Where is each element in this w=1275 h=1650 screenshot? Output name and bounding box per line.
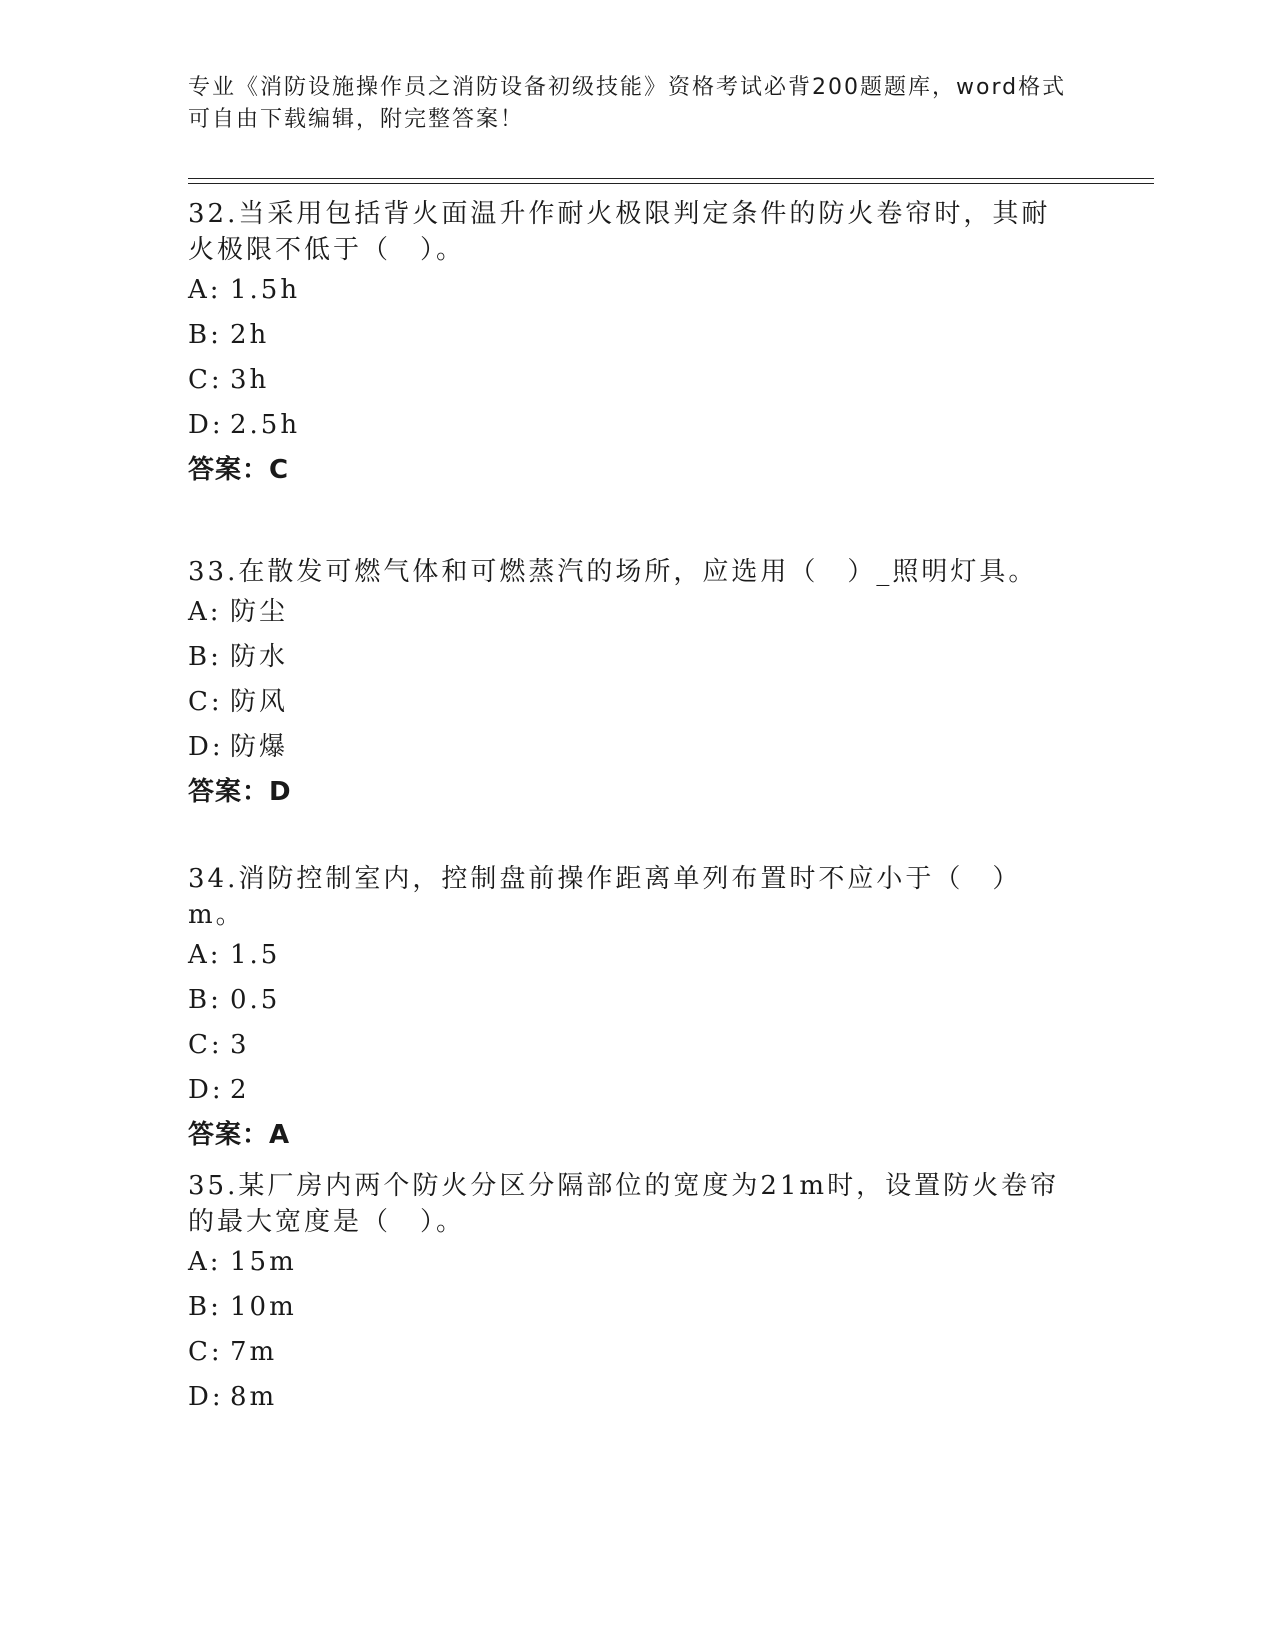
option-value: 1.5 xyxy=(230,940,281,970)
document-header: 专业《消防设施操作员之消防设备初级技能》资格考试必背200题题库，word格式可自由下载编辑，附完整答案！ xyxy=(188,75,1067,132)
question-32 xyxy=(188,192,1068,493)
option-key: B: xyxy=(188,642,222,672)
option-c xyxy=(188,1023,1068,1068)
option-b xyxy=(188,1285,1068,1330)
option-value: 3h xyxy=(230,365,270,395)
answer: 答案：A xyxy=(188,1120,291,1150)
option-a xyxy=(188,933,1068,978)
option-value: 8m xyxy=(230,1382,278,1412)
option-key: D: xyxy=(188,410,224,440)
option-c xyxy=(188,1330,1068,1375)
option-value: 3 xyxy=(230,1030,250,1060)
option-value: 2 xyxy=(230,1075,250,1105)
option-value: 7m xyxy=(230,1337,278,1367)
option-b xyxy=(188,313,1068,358)
option-value: 防水 xyxy=(230,642,289,672)
option-value: 防尘 xyxy=(230,597,289,627)
option-key: D: xyxy=(188,1382,224,1412)
question-33 xyxy=(188,550,1068,815)
question-34 xyxy=(188,857,1068,1158)
header-divider-bottom xyxy=(188,183,1154,184)
option-value: 10m xyxy=(230,1292,297,1322)
header-divider-top xyxy=(188,178,1154,179)
option-key: B: xyxy=(188,985,222,1015)
option-value: 2h xyxy=(230,320,270,350)
option-key: C: xyxy=(188,365,223,395)
option-key: D: xyxy=(188,1075,224,1105)
option-key: A: xyxy=(188,940,222,970)
option-key: B: xyxy=(188,320,222,350)
answer: 答案：C xyxy=(188,455,290,485)
option-value: 0.5 xyxy=(230,985,281,1015)
option-c xyxy=(188,358,1068,403)
question-35 xyxy=(188,1164,1068,1420)
option-value: 2.5h xyxy=(230,410,301,440)
option-key: D: xyxy=(188,732,224,762)
option-value: 15m xyxy=(230,1247,297,1277)
option-a xyxy=(188,590,1068,635)
option-a xyxy=(188,268,1068,313)
question-text: 34.消防控制室内，控制盘前操作距离单列布置时不应小于（ ）m。 xyxy=(188,864,1022,930)
option-d xyxy=(188,1068,1068,1113)
option-value: 防风 xyxy=(230,687,289,717)
option-key: A: xyxy=(188,597,222,627)
option-d xyxy=(188,403,1068,448)
option-b xyxy=(188,635,1068,680)
option-key: C: xyxy=(188,1337,223,1367)
question-text: 32.当采用包括背火面温升作耐火极限判定条件的防火卷帘时，其耐火极限不低于（ ）。 xyxy=(188,199,1051,265)
answer: 答案：D xyxy=(188,777,292,807)
option-d xyxy=(188,725,1068,770)
option-b xyxy=(188,978,1068,1023)
option-key: A: xyxy=(188,275,222,305)
option-d xyxy=(188,1375,1068,1420)
option-value: 防爆 xyxy=(230,732,289,762)
option-key: C: xyxy=(188,1030,223,1060)
question-text: 35.某厂房内两个防火分区分隔部位的宽度为21m时，设置防火卷帘的最大宽度是（ ）。 xyxy=(188,1171,1060,1237)
option-a xyxy=(188,1240,1068,1285)
option-key: B: xyxy=(188,1292,222,1322)
option-key: C: xyxy=(188,687,223,717)
question-text: 33.在散发可燃气体和可燃蒸汽的场所，应选用（ ）_照明灯具。 xyxy=(188,557,1038,587)
option-key: A: xyxy=(188,1247,222,1277)
option-c xyxy=(188,680,1068,725)
option-value: 1.5h xyxy=(230,275,301,305)
